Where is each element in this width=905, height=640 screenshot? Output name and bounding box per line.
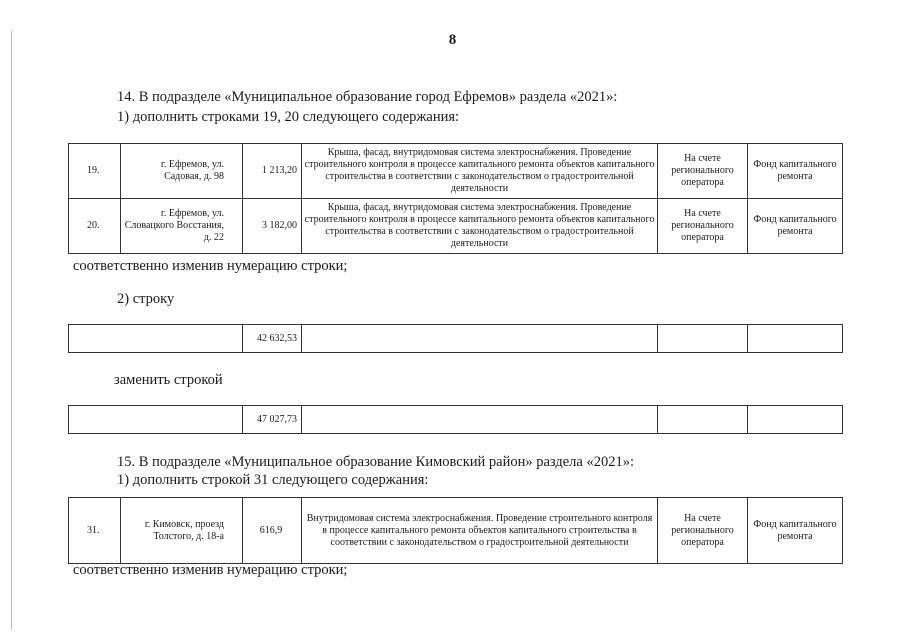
empty-cell [658,325,748,353]
new-total-row-table [68,405,843,434]
section-15-new-row-table [68,497,843,564]
row-address: г. Ефремов, ул. Словацкого Восстания, д. 22 [121,199,243,254]
row-works: Внутридомовая система электроснабжения. Проведение строительного контроля в процессе капитального ремонта объектов капитального строительства в соответствии с законодательством о градостроительной деятельности [302,498,658,564]
section-14-renumber-text: соответственно изменив нумерацию строки; [73,258,348,274]
row-account: На счете регионального оператора [658,199,748,254]
row-account: На счете регионального оператора [658,144,748,199]
row-number: 20. [69,199,121,254]
section-15-add-row-text: 1) дополнить строкой 31 следующего содержания: [117,472,429,488]
row-works: Крыша, фасад, внутридомовая система электроснабжения. Проведение строительного контроля в процессе капитального ремонта объектов капитального строительства в соответствии с законодательством о градостроительной деятельности [302,199,658,254]
row-source: Фонд капитального ремонта [748,199,843,254]
table-row [69,199,843,254]
replace-with-text: заменить строкой [114,372,223,388]
row-cost: 3 182,00 [243,199,302,254]
row-source: Фонд капитального ремонта [748,498,843,564]
old-total-value: 42 632,53 [243,325,302,353]
empty-cell [302,406,658,434]
empty-cell [302,325,658,353]
table-row [69,144,843,199]
old-total-row-table [68,324,843,353]
row-source: Фонд капитального ремонта [748,144,843,199]
empty-cell [69,406,243,434]
row-works: Крыша, фасад, внутридомовая система электроснабжения. Проведение строительного контроля в процессе капитального ремонта объектов капитального строительства в соответствии с законодательством о градостроительной деятельности [302,144,658,199]
empty-cell [748,325,843,353]
section-15-renumber-text: соответственно изменив нумерацию строки; [73,562,348,578]
empty-cell [748,406,843,434]
new-total-value: 47 027,73 [243,406,302,434]
row-address: г. Ефремов, ул. Садовая, д. 98 [121,144,243,199]
page-number: 8 [448,32,457,48]
row-number: 31. [69,498,121,564]
section-14-heading: 14. В подразделе «Муниципальное образование город Ефремов» раздела «2021»: [117,89,618,105]
row-account: На счете регионального оператора [658,498,748,564]
row-address: г. Кимовск, проезд Толстого, д. 18-а [121,498,243,564]
row-cost: 616,9 [243,498,302,564]
empty-cell [658,406,748,434]
section-14-new-rows-table [68,143,843,254]
page-left-edge [11,30,12,630]
table-row [69,406,843,434]
table-row [69,325,843,353]
table-row [69,498,843,564]
section-14-add-rows-text: 1) дополнить строками 19, 20 следующего содержания: [117,109,460,125]
row-cost: 1 213,20 [243,144,302,199]
section-14-row-item-text: 2) строку [117,291,175,307]
row-number: 19. [69,144,121,199]
empty-cell [69,325,243,353]
section-15-heading: 15. В подразделе «Муниципальное образование Кимовский район» раздела «2021»: [117,454,635,470]
